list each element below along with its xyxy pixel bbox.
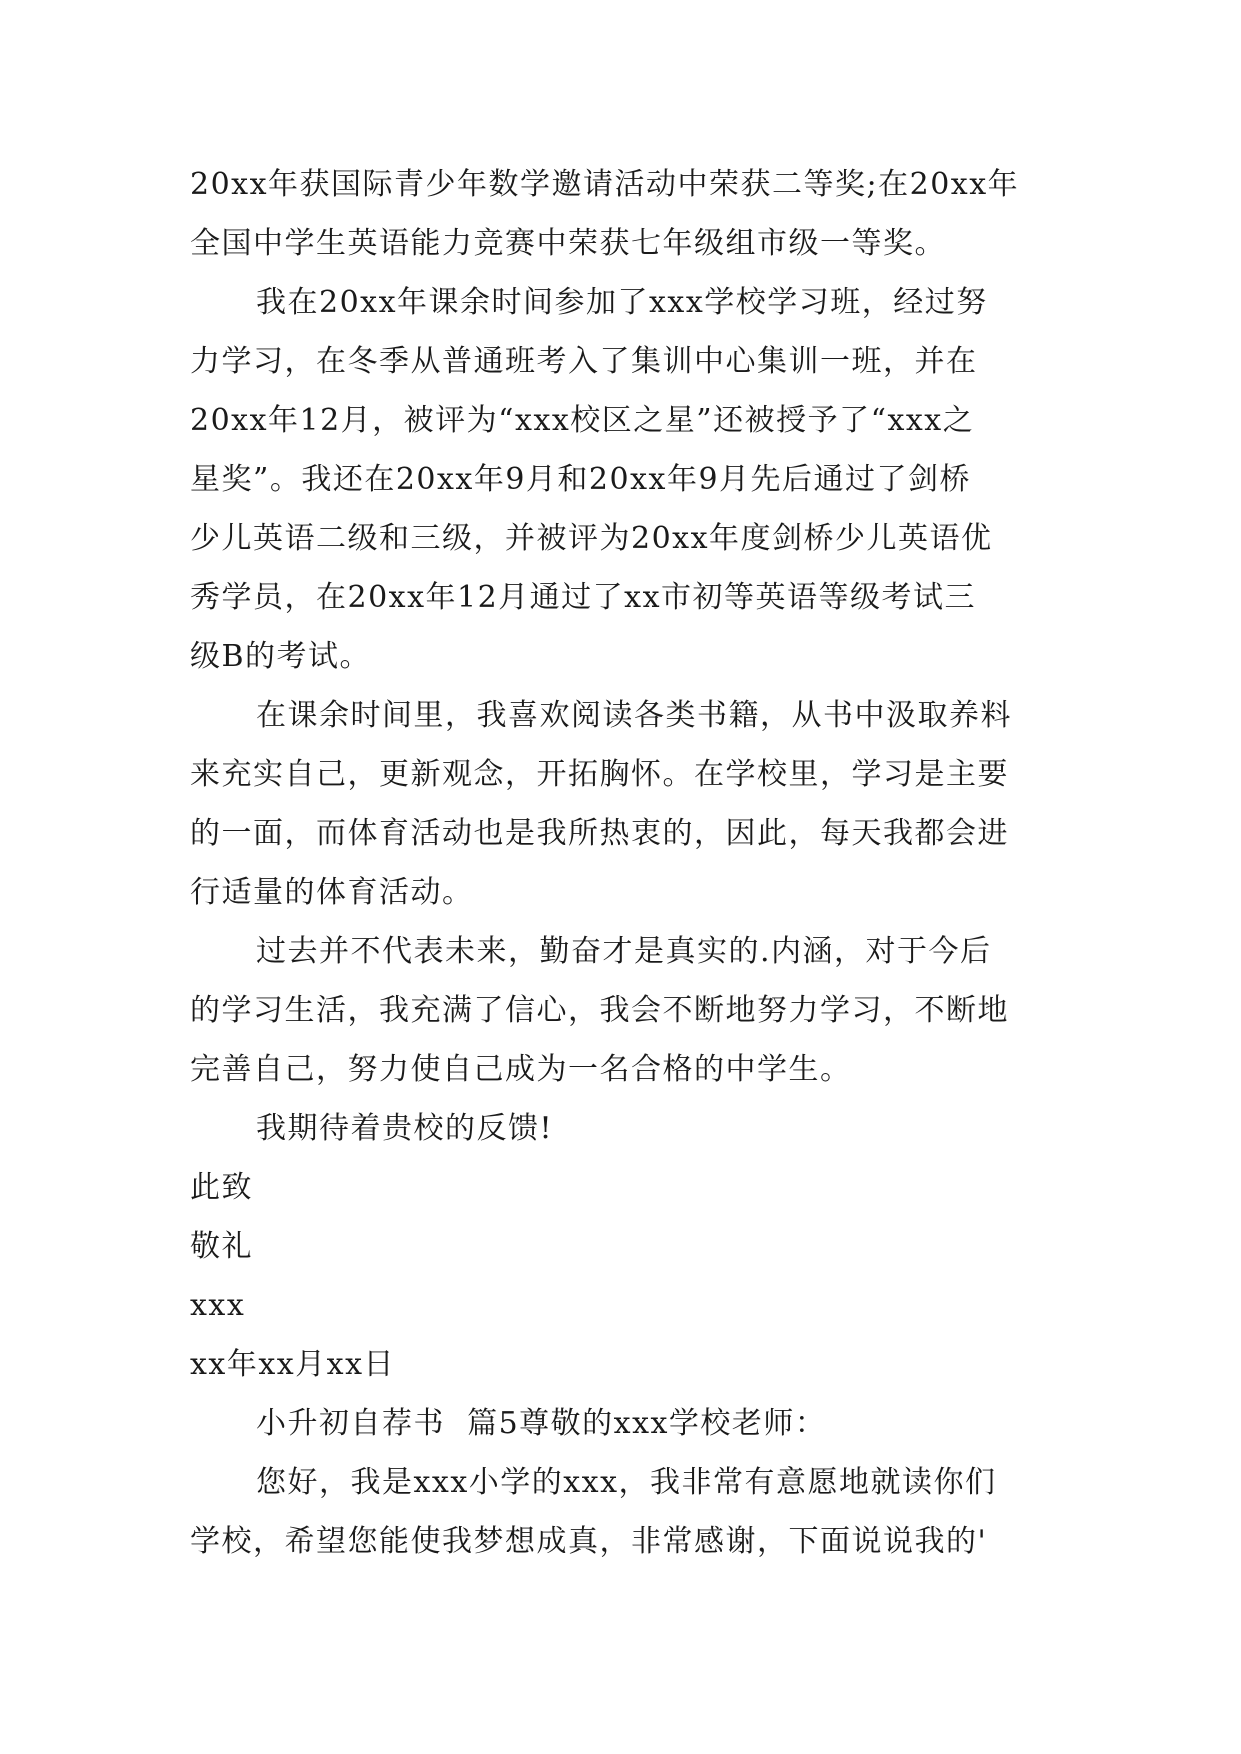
text-line: 我期待着贵校的反馈! <box>256 1111 554 1146</box>
text-line: 星奖”。我还在20xx年9月和20xx年9月先后通过了剑桥 <box>190 462 972 497</box>
text-line: 20xx年获国际青少年数学邀请活动中荣获二等奖;在20xx年 <box>190 167 1020 202</box>
section-heading: 小升初自荐书 篇5尊敬的xxx学校老师： <box>256 1406 827 1441</box>
text-line: 完善自己，努力使自己成为一名合格的中学生。 <box>190 1052 852 1087</box>
text-line: 在课余时间里，我喜欢阅读各类书籍，从书中汲取养料 <box>256 698 1012 733</box>
text-line: 20xx年12月，被评为“xxx校区之星”还被授予了“xxx之 <box>190 403 975 438</box>
text-line: 少儿英语二级和三级，并被评为20xx年度剑桥少儿英语优 <box>190 521 993 556</box>
signature-date: xx年xx月xx日 <box>190 1347 396 1382</box>
text-line: 我在20xx年课余时间参加了xxx学校学习班，经过努 <box>256 285 988 320</box>
closing-phrase: 此致 <box>190 1170 253 1205</box>
text-line: 全国中学生英语能力竞赛中荣获七年级组市级一等奖。 <box>190 226 946 261</box>
closing-salute: 敬礼 <box>190 1229 253 1264</box>
signature-name: xxx <box>190 1288 246 1323</box>
text-line: 来充实自己，更新观念，开拓胸怀。在学校里，学习是主要 <box>190 757 1009 792</box>
text-line: 行适量的体育活动。 <box>190 875 474 910</box>
document-body <box>190 155 1050 1571</box>
text-line: 您好，我是xxx小学的xxx，我非常有意愿地就读你们 <box>256 1465 997 1500</box>
text-line: 级B的考试。 <box>190 639 372 674</box>
text-line: 的学习生活，我充满了信心，我会不断地努力学习，不断地 <box>190 993 1009 1028</box>
text-line: 力学习，在冬季从普通班考入了集训中心集训一班，并在 <box>190 344 978 379</box>
text-line: 秀学员，在20xx年12月通过了xx市初等英语等级考试三 <box>190 580 977 615</box>
text-line: 的一面，而体育活动也是我所热衷的，因此，每天我都会进 <box>190 816 1009 851</box>
text-line: 过去并不代表未来，勤奋才是真实的.内涵，对于今后 <box>256 934 992 969</box>
text-line: 学校，希望您能使我梦想成真，非常感谢，下面说说我的' <box>190 1524 988 1559</box>
